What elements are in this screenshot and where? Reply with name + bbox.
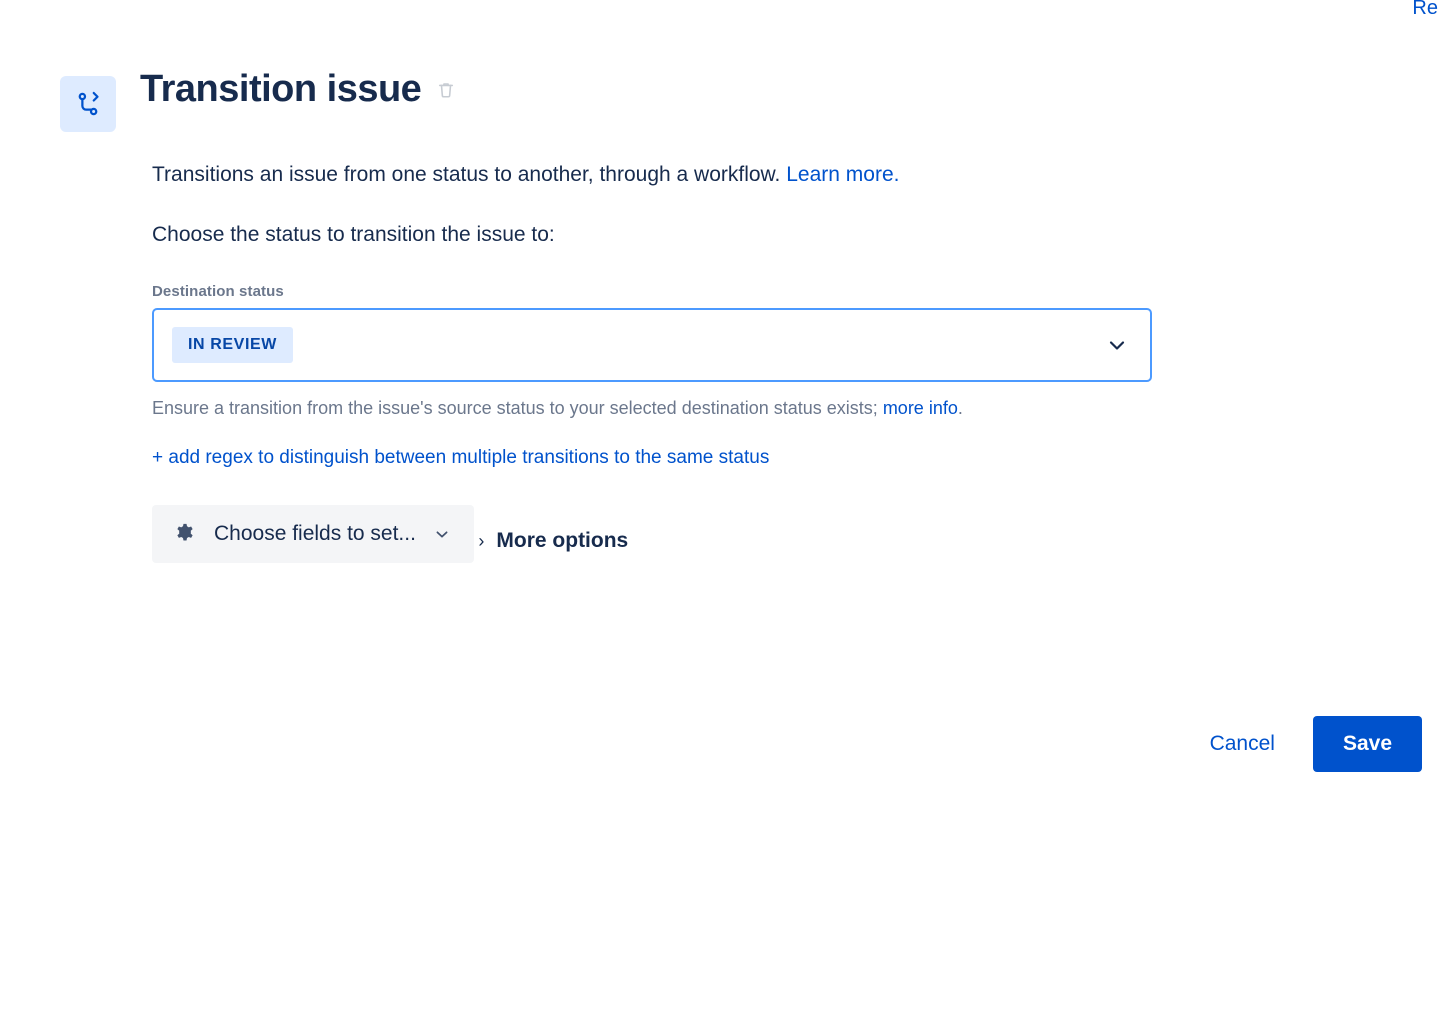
destination-status-label: Destination status <box>152 282 284 300</box>
choose-fields-button[interactable] <box>152 505 474 563</box>
panel-header <box>60 70 1438 132</box>
page-title: Transition issue <box>140 68 422 110</box>
status-badge: IN REVIEW <box>172 327 293 363</box>
save-button[interactable]: Save <box>1313 716 1422 772</box>
transition-issue-icon <box>60 76 116 132</box>
add-regex-link[interactable]: + add regex to distinguish between multiple transitions to the same status <box>152 447 770 469</box>
more-info-link[interactable]: more info <box>882 397 958 418</box>
rule-description-text: Transitions an issue from one status to another, through a workflow. <box>152 163 781 186</box>
helper-suffix: . <box>957 397 963 418</box>
panel-footer <box>1198 716 1422 772</box>
helper-prefix: Ensure a transition from the issue's source status to your selected destination status exists; <box>152 397 878 418</box>
more-options-toggle[interactable] <box>478 529 628 553</box>
more-options-label: More options <box>496 529 629 553</box>
trash-icon[interactable] <box>435 77 457 103</box>
choose-fields-label: Choose fields to set... <box>214 522 416 546</box>
gear-icon <box>172 521 198 547</box>
chevron-down-icon <box>432 524 452 544</box>
cancel-button[interactable]: Cancel <box>1198 722 1287 766</box>
chevron-down-icon[interactable] <box>1104 332 1130 358</box>
top-right-clipped-link[interactable]: Re <box>1412 0 1438 19</box>
destination-status-select[interactable] <box>152 308 1152 382</box>
page-title-row <box>140 68 1438 112</box>
learn-more-link[interactable]: Learn more. <box>786 163 900 186</box>
status-prompt: Choose the status to transition the issue to: <box>152 223 555 247</box>
destination-status-helper <box>152 396 1438 421</box>
panel-content <box>60 68 1438 755</box>
chevron-right-icon: › <box>478 531 485 552</box>
panel-body <box>152 160 1438 755</box>
rule-description <box>152 160 1438 190</box>
